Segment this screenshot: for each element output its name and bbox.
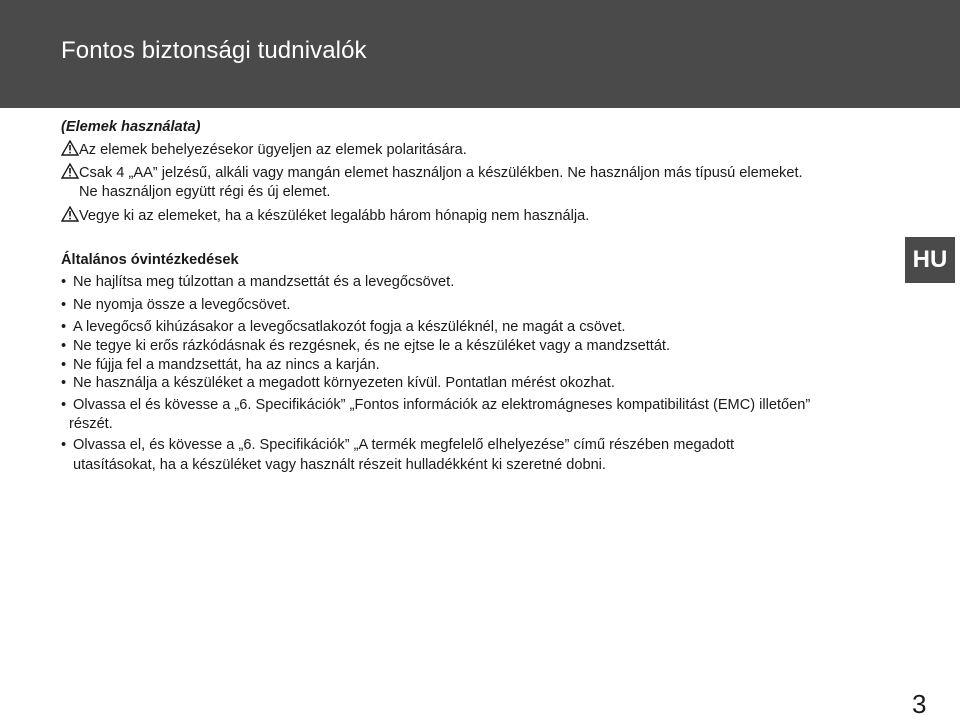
warning-icon <box>61 163 79 179</box>
general-item-7-text-line-2: részét. <box>69 416 113 432</box>
bullet: • <box>61 297 67 313</box>
general-section-heading: Általános óvintézkedések <box>61 252 239 268</box>
general-item-8-text-line-1: Olvassa el, és kövesse a „6. Specifikációk” „A termék megfelelő elhelyezése” című részében megadott <box>73 437 735 453</box>
general-item-7 <box>61 396 810 414</box>
general-item-8 <box>61 436 734 454</box>
warning-icon <box>61 206 79 222</box>
general-item-8-text-line-2: utasításokat, ha a készüléket vagy használt részeit hulladékként ki szeretné dobni. <box>73 457 606 473</box>
general-item-6-text: Ne használja a készüléket a megadott környezeten kívül. Pontatlan mérést okozhat. <box>73 375 615 391</box>
general-item-5 <box>61 356 380 374</box>
general-item-3 <box>61 318 625 336</box>
battery-item-1-text: Az elemek behelyezésekor ügyeljen az elemek polaritására. <box>79 142 467 158</box>
general-item-4 <box>61 337 670 355</box>
battery-section-heading: (Elemek használata) <box>61 119 201 135</box>
general-item-1 <box>61 273 454 291</box>
general-item-5-text: Ne fújja fel a mandzsettát, ha az nincs a karján. <box>73 357 380 373</box>
battery-item-2-text-line-2: Ne használjon együtt régi és új elemet. <box>79 184 331 200</box>
page-title: Fontos biztonsági tudnivalók <box>61 37 367 64</box>
bullet: • <box>61 437 67 453</box>
bullet: • <box>61 274 67 290</box>
warning-icon <box>61 140 79 156</box>
battery-item-1 <box>61 140 467 159</box>
general-item-4-text: Ne tegye ki erős rázkódásnak és rezgésnek, és ne ejtse le a készüléket vagy a mandzsettát. <box>73 338 671 354</box>
general-item-1-text: Ne hajlítsa meg túlzottan a mandzsettát és a levegőcsövet. <box>73 274 455 290</box>
bullet: • <box>61 338 67 354</box>
bullet: • <box>61 319 67 335</box>
general-item-7-text-line-1: Olvassa el és kövesse a „6. Specifikációk” „Fontos információk az elektromágneses kompatibilitást (EMC) illetően” <box>73 397 811 413</box>
general-item-2-text: Ne nyomja össze a levegőcsövet. <box>73 297 291 313</box>
page-header <box>0 0 960 108</box>
battery-item-3-text: Vegye ki az elemeket, ha a készüléket legalább három hónapig nem használja. <box>79 208 590 224</box>
general-item-3-text: A levegőcső kihúzásakor a levegőcsatlakozót fogja a készüléknél, ne magát a csövet. <box>73 319 626 335</box>
bullet: • <box>61 375 67 391</box>
general-item-2 <box>61 296 290 314</box>
language-badge: HU <box>905 237 955 283</box>
page-number: 3 <box>912 689 927 719</box>
general-item-6 <box>61 374 615 392</box>
bullet: • <box>61 397 67 413</box>
battery-item-3 <box>61 206 589 225</box>
bullet: • <box>61 357 67 373</box>
battery-item-2 <box>61 163 803 182</box>
battery-item-2-text-line-1: Csak 4 „AA” jelzésű, alkáli vagy mangán elemet használjon a készülékben. Ne használjon más típusú elemeket. <box>79 165 803 181</box>
